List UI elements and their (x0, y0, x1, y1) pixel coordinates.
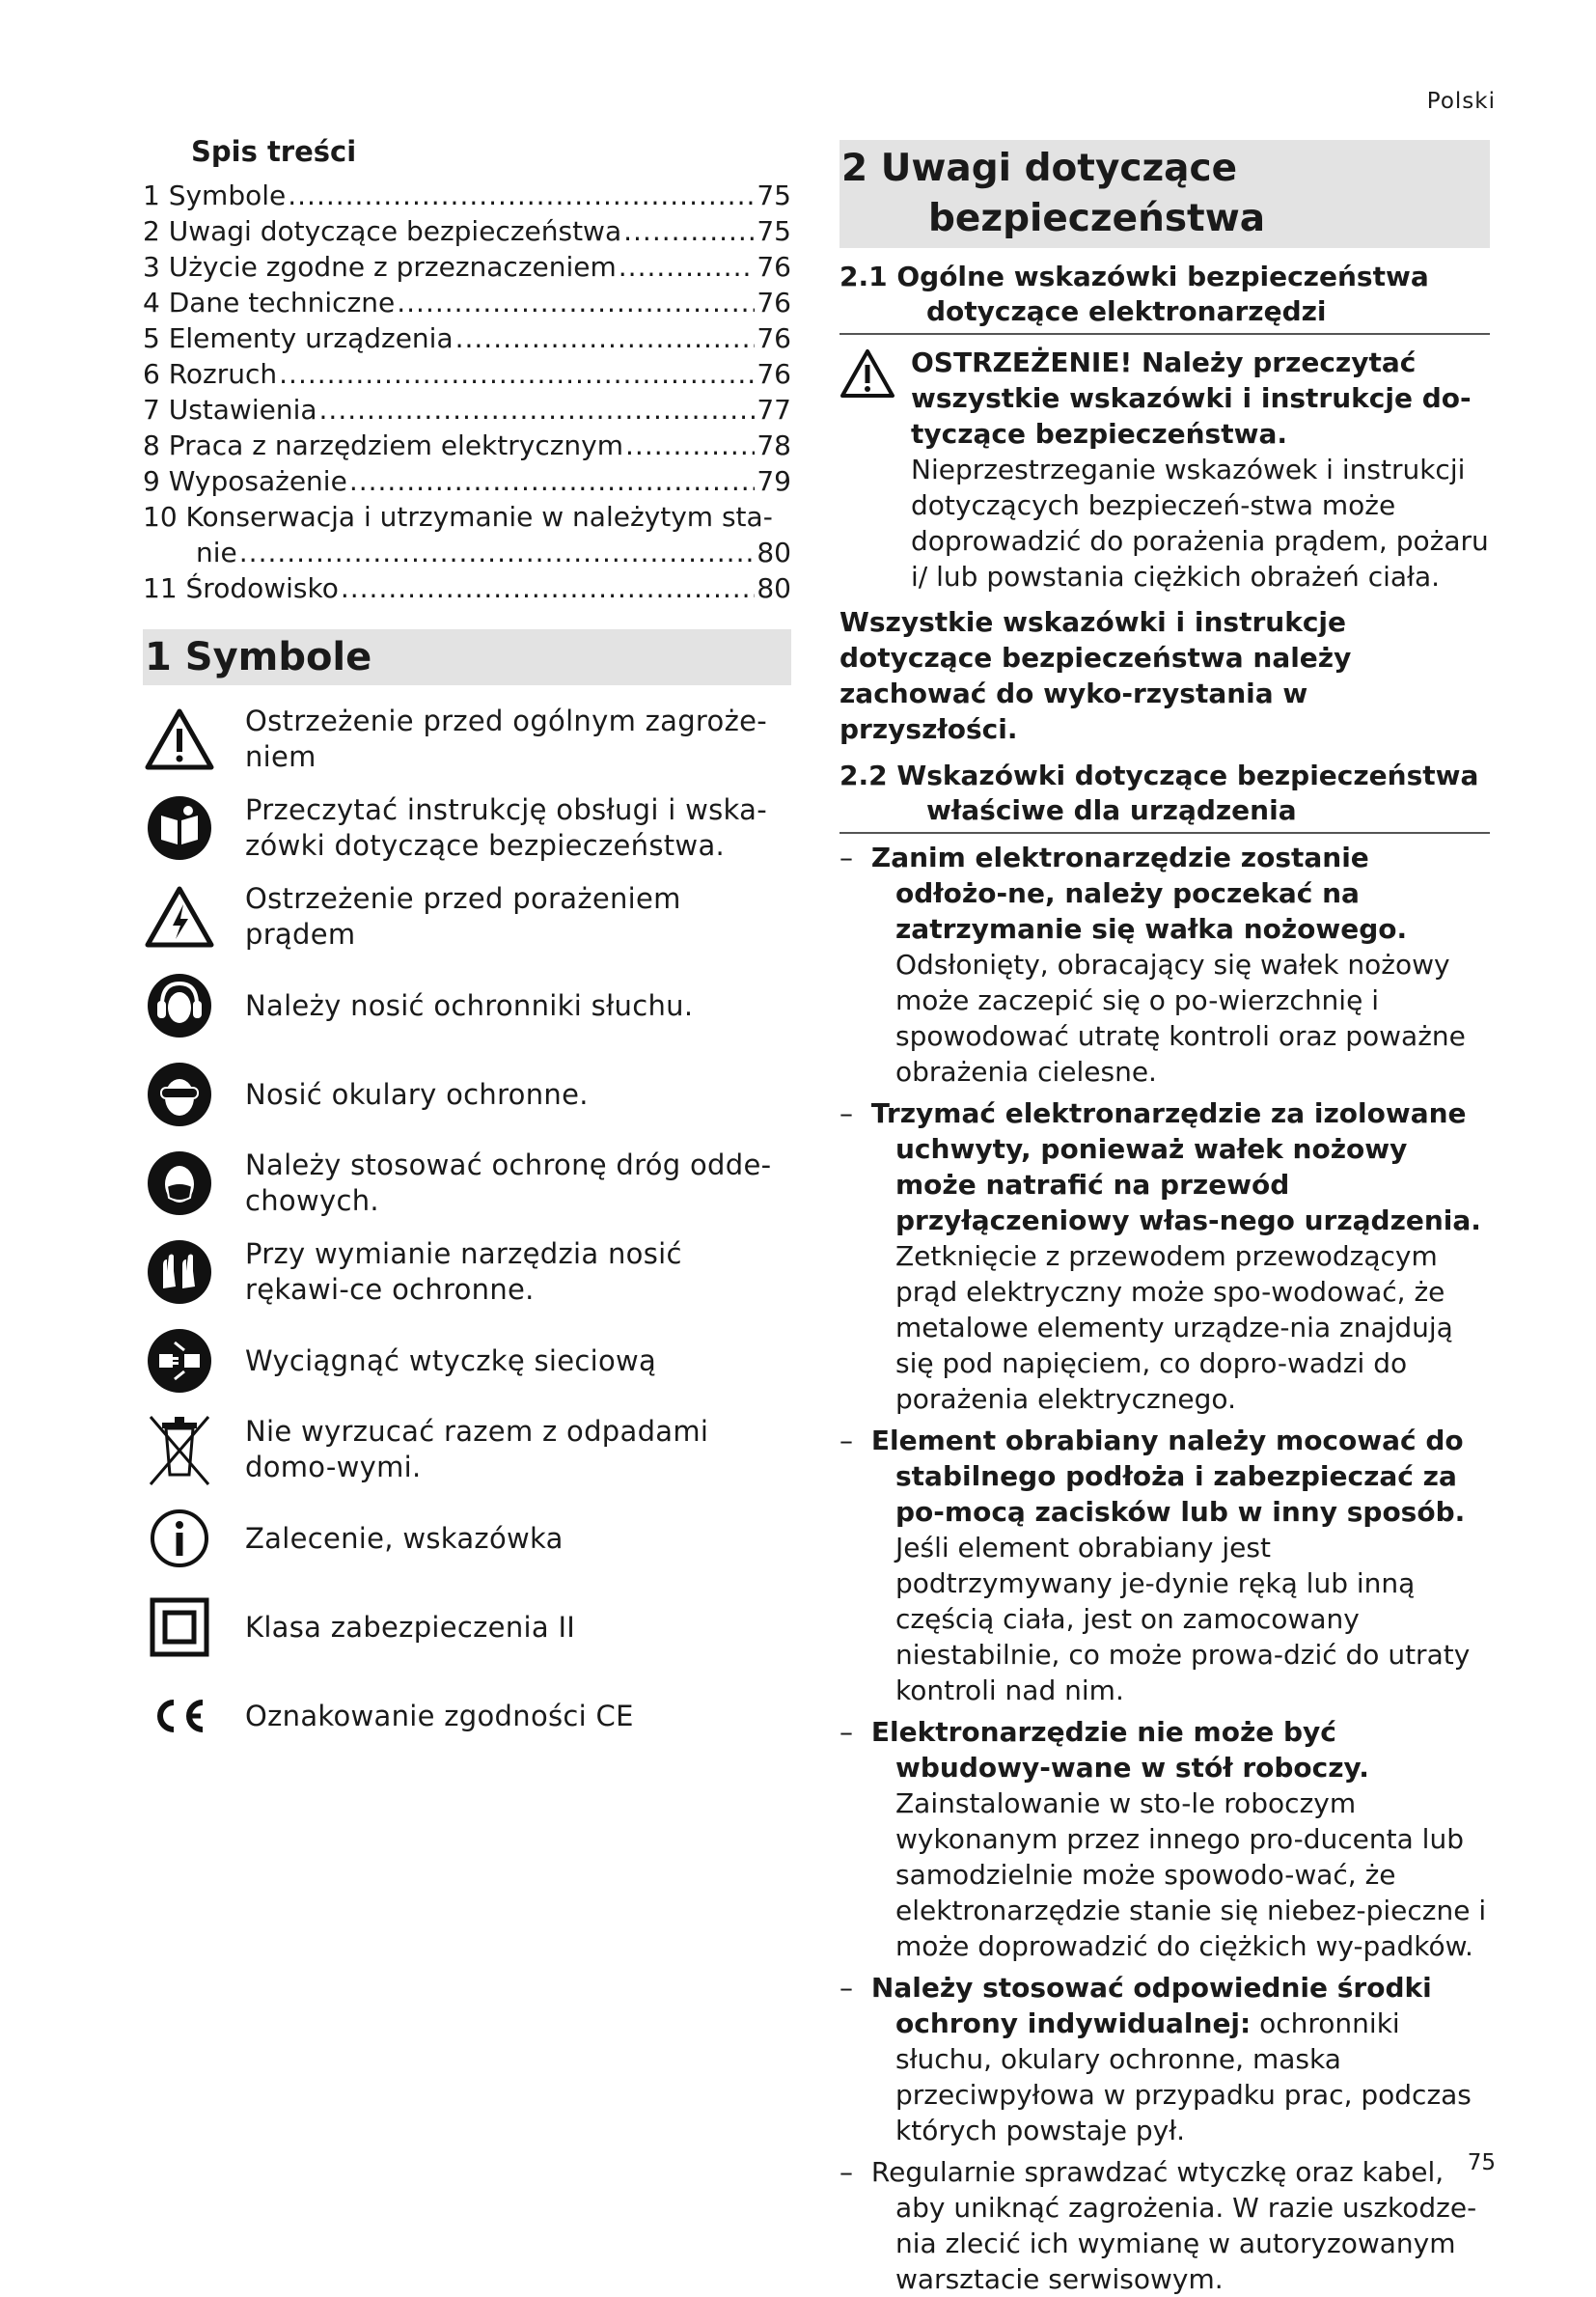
toc-entry[interactable]: 7 Ustawienia ..... 77 (143, 392, 791, 428)
symbol-row: Zalecenie, wskazówka (143, 1502, 791, 1575)
list-item: – Element obrabiany należy mocować do stabilnego podłoża i zabezpieczać za po-mocą zacisków lub w inny sposób. Jeśli element obrabiany jest podtrzymywany je-dynie ręką lub inną częścią ciała, jest on zamocowany niestabilnie, co może prowa-dzić do utraty kontroli nad nim. (839, 1425, 1471, 1706)
list-item: – Regularnie sprawdzać wtyczkę oraz kabel, aby uniknąć zagrożenia. W razie uszkodze-nia zlecić ich wymianę w autoryzowanym warsztacie serwisowym. (839, 2156, 1477, 2295)
symbol-row: Należy stosować ochronę dróg odde-chowych. (143, 1147, 791, 1220)
warning-paragraph: OSTRZEŻENIE! Należy przeczytać wszystkie wskazówki i instrukcje do-tyczące bezpieczeństwa. Nieprzestrzeganie wskazówek i instrukcji dotyczących bezpieczeń-stwa może doprowadzić do porażenia prądem, pożaru i/ lub powstania ciężkich obrażeń ciała. (839, 345, 1490, 595)
unplug-icon (143, 1324, 216, 1398)
warning-triangle-icon (143, 703, 216, 776)
warning-triangle-icon (839, 345, 897, 595)
table-of-contents (143, 178, 791, 606)
toc-entry[interactable]: 6 Rozruch ..... 76 (143, 356, 791, 392)
toc-entry[interactable]: 9 Wyposażenie ..... 79 (143, 463, 791, 499)
toc-entry[interactable]: 2 Uwagi dotyczące bezpieczeństwa ..... 75 (143, 213, 791, 249)
right-column (839, 140, 1490, 2297)
page-number: 75 (1467, 2150, 1496, 2175)
electric-shock-icon (143, 880, 216, 954)
toc-entry[interactable]: 8 Praca z narzędziem elektrycznym ..... 78 (143, 428, 791, 463)
keep-instructions-note: Wszystkie wskazówki i instrukcje dotyczące bezpieczeństwa należy zachować do wyko-rzystania w przyszłości. (839, 606, 1352, 745)
toc-entry[interactable]: 11 Środowisko ..... 80 (143, 570, 791, 606)
symbol-row: Przeczytać instrukcję obsługi i wska-zówki dotyczące bezpieczeństwa. (143, 791, 791, 865)
symbol-row: Ostrzeżenie przed ogólnym zagroże-niem (143, 703, 791, 776)
safety-bullet-list (839, 840, 1490, 2297)
list-item: – Trzymać elektronarzędzie za izolowane uchwyty, ponieważ wałek nożowy może natrafić na przewód przyłączeniowy włas-nego urządzenia. Zetknięcie z przewodem przewodzącym prąd elektryczny może spo-wodować, że metalowe elementy urządze-nia znajdują się pod napięciem, co dopro-wadzi do porażenia elektrycznego. (839, 1097, 1481, 1415)
subheading-2-1: 2.1 Ogólne wskazówki bezpieczeństwa dotyczące elektronarzędzi (839, 260, 1490, 335)
safety-heading: 2 Uwagi dotyczące bezpieczeństwa (839, 140, 1490, 248)
toc-entry[interactable]: 4 Dane techniczne ..... 76 (143, 285, 791, 320)
safety-goggles-icon (143, 1058, 216, 1131)
symbol-row: Oznakowanie zgodności CE (143, 1679, 791, 1753)
toc-entry[interactable]: 10 Konserwacja i utrzymanie w należytym sta- nie ..... 80 (143, 499, 791, 570)
list-item: – Elektronarzędzie nie może być wbudowy-wane w stół roboczy. Zainstalowanie w sto-le roboczym wykonanym przez innego pro-ducenta lub samodzielnie może spowodo-wać, że elektronarzędzie stanie się niebez-pieczne i może doprowadzić do ciężkich wy-padków. (839, 1716, 1487, 1962)
symbol-row: Ostrzeżenie przed porażeniem prądem (143, 880, 791, 954)
toc-title: Spis treści (191, 135, 357, 168)
toc-entry[interactable]: 5 Elementy urządzenia ..... 76 (143, 320, 791, 356)
toc-entry[interactable]: 3 Użycie zgodne z przeznaczeniem ..... 76 (143, 249, 791, 285)
list-item: – Zanim elektronarzędzie zostanie odłożo-ne, należy poczekać na zatrzymanie się wałka nożowego. Odsłonięty, obracający się wałek nożowy może zaczepić się o po-wierzchnię i spowodować utratę kontroli oraz poważne obrażenia cielesne. (839, 842, 1466, 1088)
symbol-row: Nie wyrzucać razem z odpadami domo-wymi. (143, 1413, 791, 1486)
symbol-row: Należy nosić ochronniki słuchu. (143, 969, 791, 1042)
read-manual-icon (143, 791, 216, 865)
protective-gloves-icon (143, 1235, 216, 1309)
language-label: Polski (1426, 89, 1496, 114)
symbols-list (143, 703, 791, 1753)
ear-protection-icon (143, 969, 216, 1042)
symbol-row: Nosić okulary ochronne. (143, 1058, 791, 1131)
class-ii-icon (143, 1591, 216, 1664)
toc-entry[interactable]: 1 Symbole ..... 75 (143, 178, 791, 213)
symbols-heading: 1 Symbole (143, 629, 791, 685)
symbol-row: Klasa zabezpieczenia II (143, 1591, 791, 1664)
respiratory-protection-icon (143, 1147, 216, 1220)
ce-mark-icon (143, 1679, 216, 1753)
symbol-row: Wyciągnąć wtyczkę sieciową (143, 1324, 791, 1398)
list-item: – Należy stosować odpowiednie środki ochrony indywidualnej: ochronniki słuchu, okulary ochronne, maska przeciwpyłowa w przypadku prac, podczas których powstaje pył. (839, 1972, 1472, 2146)
info-icon (143, 1502, 216, 1575)
left-column (143, 135, 791, 1768)
symbol-row: Przy wymianie narzędzia nosić rękawi-ce ochronne. (143, 1235, 791, 1309)
subheading-2-2: 2.2 Wskazówki dotyczące bezpieczeństwa właściwe dla urządzenia (839, 759, 1490, 834)
crossed-bin-icon (143, 1413, 216, 1486)
